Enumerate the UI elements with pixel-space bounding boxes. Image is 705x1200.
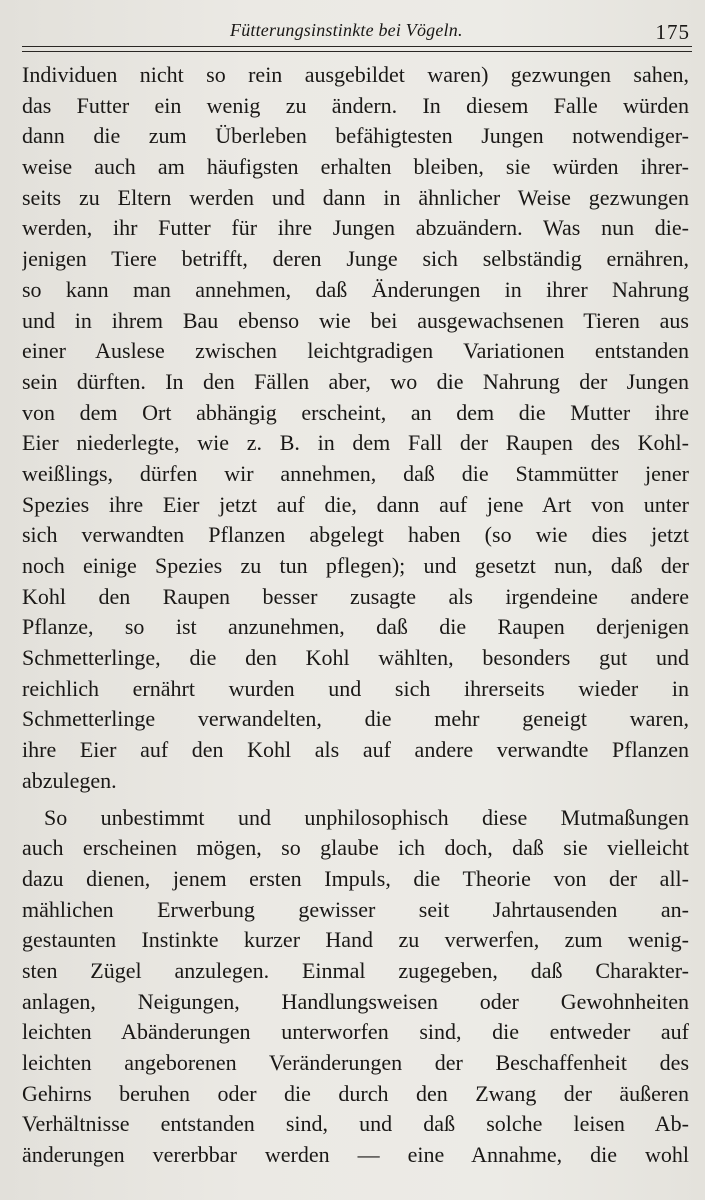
text-line: sten Zügel anzulegen. Einmal zugegeben, daß Charakter-: [22, 957, 689, 983]
text-line: Schmetterlinge, die den Kohl wählten, besonders gut und: [22, 645, 689, 671]
paragraph-2: [22, 803, 689, 1171]
text-line: reichlich ernährt wurden und sich ihrerseits wieder in: [22, 675, 689, 701]
header-rule-top: [22, 46, 692, 47]
text-line: dazu dienen, jenem ersten Impuls, die Theorie von der all-: [22, 865, 689, 891]
text-line: sich verwandten Pflanzen abgelegt haben (so wie dies jetzt: [22, 522, 689, 548]
text-line: mählichen Erwerbung gewisser seit Jahrtausenden an-: [22, 896, 689, 922]
text-line: so kann man annehmen, daß Änderungen in ihrer Nahrung: [22, 276, 689, 302]
text-line: ihre Eier auf den Kohl als auf andere verwandte Pflanzen: [22, 737, 689, 763]
paragraph-1: [22, 60, 689, 797]
text-line: Spezies ihre Eier jetzt auf die, dann auf jene Art von unter: [22, 491, 689, 517]
text-line: Schmetterlinge verwandelten, die mehr geneigt waren,: [22, 706, 689, 732]
page-number: 175: [655, 20, 690, 44]
text-line: sein dürften. In den Fällen aber, wo die Nahrung der Jungen: [22, 368, 689, 394]
text-line: das Futter ein wenig zu ändern. In diesem Falle würden: [22, 92, 689, 118]
text-line: leichten angeborenen Veränderungen der Beschaffenheit des: [22, 1050, 689, 1075]
text-line: abzulegen.: [22, 767, 117, 793]
text-line: und in ihrem Bau ebenso wie bei ausgewachsenen Tieren aus: [22, 307, 689, 333]
text-line: weißlings, dürfen wir annehmen, daß die Stammütter jener: [22, 460, 689, 486]
text-line: änderungen vererbbar werden — eine Annahme, die wohl: [22, 1142, 689, 1168]
text-line: So unbestimmt und unphilosophisch diese Mutmaßungen: [44, 804, 689, 830]
text-line: Individuen nicht so rein ausgebildet waren) gezwungen sahen,: [22, 62, 689, 87]
text-line: Pflanze, so ist anzunehmen, daß die Raupen derjenigen: [22, 614, 689, 640]
text-line: noch einige Spezies zu tun pflegen); und gesetzt nun, daß der: [22, 553, 689, 578]
text-line: anlagen, Neigungen, Handlungsweisen oder Gewohnheiten: [22, 988, 689, 1014]
text-line: Gehirns beruhen oder die durch den Zwang der äußeren: [22, 1080, 689, 1106]
text-line: jenigen Tiere betrifft, deren Junge sich selbständig ernähren,: [22, 246, 689, 272]
text-line: auch erscheinen mögen, so glaube ich doch, daß sie vielleicht: [22, 835, 689, 861]
text-line: weise auch am häufigsten erhalten bleiben, sie würden ihrer-: [22, 154, 689, 180]
text-line: seits zu Eltern werden und dann in ähnlicher Weise gezwungen: [22, 184, 689, 210]
running-title: Fütterungsinstinkte bei Vögeln.: [230, 20, 463, 40]
body-text: [22, 60, 689, 1171]
text-line: Eier niederlegte, wie z. B. in dem Fall der Raupen des Kohl-: [22, 430, 689, 456]
text-line: leichten Abänderungen unterworfen sind, die entweder auf: [22, 1019, 689, 1045]
text-line: gestaunten Instinkte kurzer Hand zu verwerfen, zum wenig-: [22, 927, 689, 953]
text-line: dann die zum Überleben befähigtesten Jungen notwendiger-: [22, 123, 689, 149]
header-rule-bottom: [22, 51, 692, 52]
text-line: von dem Ort abhängig erscheint, an dem die Mutter ihre: [22, 399, 689, 425]
text-line: Kohl den Raupen besser zusagte als irgendeine andere: [22, 583, 689, 609]
text-line: Verhältnisse entstanden sind, und daß solche leisen Ab-: [22, 1111, 689, 1137]
page-header: [22, 14, 694, 42]
text-line: einer Auslese zwischen leichtgradigen Variationen entstanden: [22, 338, 689, 364]
text-line: werden, ihr Futter für ihre Jungen abzuändern. Was nun die-: [22, 215, 689, 241]
